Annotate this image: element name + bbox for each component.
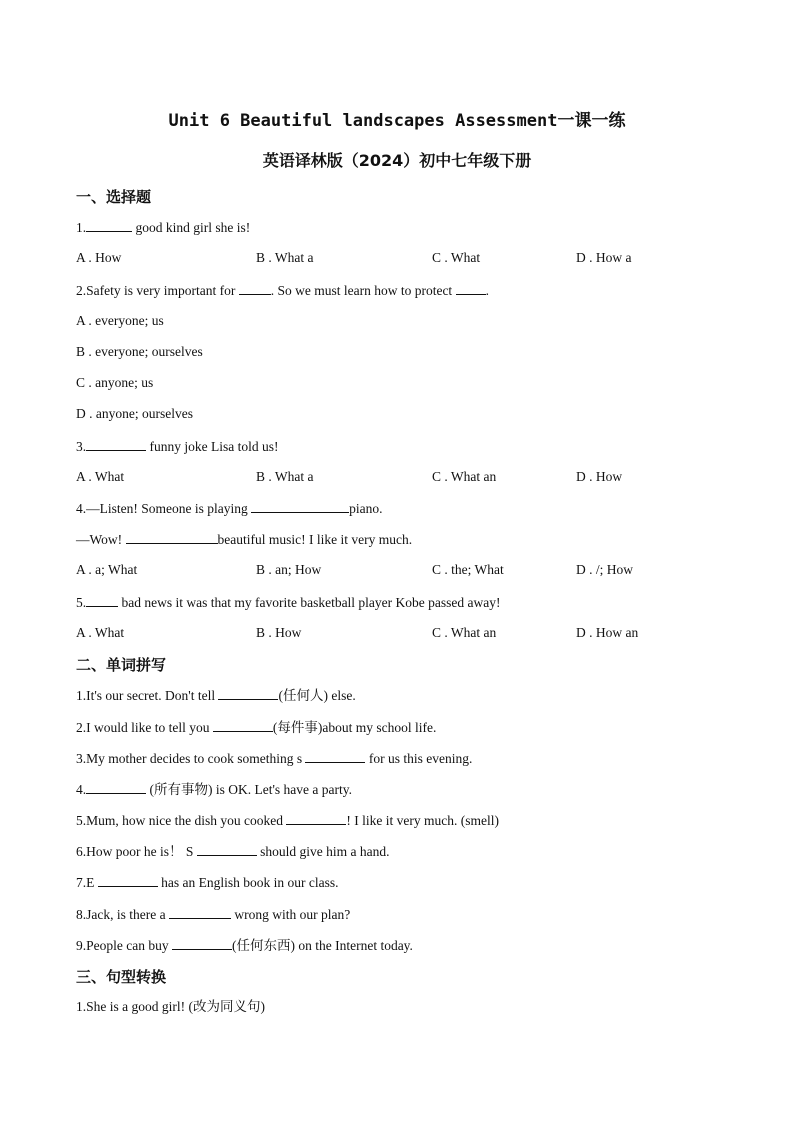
question-3: [76, 437, 278, 455]
spelling-item-9: [76, 936, 413, 954]
question-1: [76, 218, 250, 236]
option-a: A . How: [76, 250, 122, 265]
spelling-item-8: [76, 905, 350, 923]
question-text: 5.Mum, how nice the dish you cooked: [76, 813, 287, 828]
question-text: 4.—Listen! Someone is playing: [76, 501, 252, 516]
answer-blank: [213, 718, 273, 732]
question-text: ! I like it very much. (smell): [346, 813, 499, 828]
option-c: C . anyone; us: [76, 375, 154, 390]
answer-blank: [98, 873, 158, 887]
question-text: 4.: [76, 782, 87, 797]
answer-blank: [286, 811, 346, 825]
question-5: [76, 593, 501, 611]
answer-blank: [305, 749, 365, 763]
spelling-item-5: [76, 811, 499, 829]
question-text: 2.Safety is very important for: [76, 283, 239, 298]
question-text: piano.: [349, 501, 383, 516]
question-text: .: [485, 283, 489, 298]
section-heading-choice: 一、选择题: [76, 188, 152, 206]
option-a: A . What: [76, 625, 125, 640]
option-c: C . What an: [432, 625, 497, 640]
transform-item-1: 1.She is a good girl! (改为同义句): [76, 999, 265, 1014]
spelling-item-3: [76, 749, 472, 767]
answer-blank: [218, 686, 278, 700]
spelling-item-4: [76, 780, 352, 798]
option-c: C . What an: [432, 469, 497, 484]
question-text: 5.: [76, 595, 87, 610]
option-b: B . How: [256, 625, 302, 640]
section-heading-transform: 三、句型转换: [76, 968, 167, 986]
question-text: wrong with our plan?: [230, 907, 351, 922]
question-4-line-1: [76, 499, 382, 517]
question-text: (所有事物) is OK. Let's have a party.: [146, 782, 353, 797]
option-d: D . How: [576, 469, 623, 484]
answer-blank: [239, 281, 271, 295]
option-b: B . an; How: [256, 562, 322, 577]
option-c: C . What: [432, 250, 481, 265]
answer-blank: [126, 530, 218, 544]
answer-blank: [86, 437, 146, 451]
answer-blank: [86, 780, 146, 794]
question-text: . So we must learn how to protect: [270, 283, 456, 298]
option-d: D . /; How: [576, 562, 633, 577]
spelling-item-2: [76, 718, 436, 736]
question-text: 3.My mother decides to cook something s: [76, 751, 306, 766]
question-text: 7.E: [76, 875, 98, 890]
question-text: bad news it was that my favorite basketball player Kobe passed away!: [118, 595, 501, 610]
question-4-line-2: [76, 530, 412, 548]
answer-blank: [197, 842, 257, 856]
option-b: B . What a: [256, 469, 314, 484]
spelling-item-7: [76, 873, 338, 891]
spelling-item-6: [76, 842, 389, 860]
question-text: beautiful music! I like it very much.: [217, 532, 413, 547]
question-text: funny joke Lisa told us!: [146, 439, 279, 454]
answer-blank: [169, 905, 231, 919]
answer-blank: [456, 281, 486, 295]
question-text: 9.People can buy: [76, 938, 172, 953]
option-b: B . everyone; ourselves: [76, 344, 203, 359]
spelling-item-1: [76, 686, 356, 704]
question-text: 6.How poor he is！ S: [76, 844, 197, 859]
question-2: [76, 281, 489, 299]
option-d: D . anyone; ourselves: [76, 406, 193, 421]
option-d: D . How a: [576, 250, 632, 265]
question-text: (任何东西) on the Internet today.: [231, 938, 413, 953]
answer-blank: [86, 218, 132, 232]
question-text: 3.: [76, 439, 87, 454]
option-d: D . How an: [576, 625, 639, 640]
document-subtitle: 英语译林版（2024）初中七年级下册: [262, 151, 532, 170]
option-b: B . What a: [256, 250, 314, 265]
question-text: 1.: [76, 220, 87, 235]
question-text: 1.It's our secret. Don't tell: [76, 688, 219, 703]
question-text: (每件事)about my school life.: [272, 720, 437, 735]
option-a: A . What: [76, 469, 125, 484]
section-heading-spelling: 二、单词拼写: [76, 656, 167, 674]
option-a: A . a; What: [76, 562, 138, 577]
answer-blank: [251, 499, 349, 513]
question-text: should give him a hand.: [256, 844, 390, 859]
question-text: —Wow!: [76, 532, 126, 547]
question-text: 8.Jack, is there a: [76, 907, 169, 922]
question-text: 2.I would like to tell you: [76, 720, 213, 735]
question-text: good kind girl she is!: [132, 220, 251, 235]
option-c: C . the; What: [432, 562, 504, 577]
option-a: A . everyone; us: [76, 313, 164, 328]
question-text: has an English book in our class.: [157, 875, 339, 890]
answer-blank: [172, 936, 232, 950]
question-text: (任何人) else.: [278, 688, 356, 703]
answer-blank: [86, 593, 118, 607]
document-title: Unit 6 Beautiful landscapes Assessment一课一练: [168, 111, 626, 131]
question-text: for us this evening.: [365, 751, 473, 766]
